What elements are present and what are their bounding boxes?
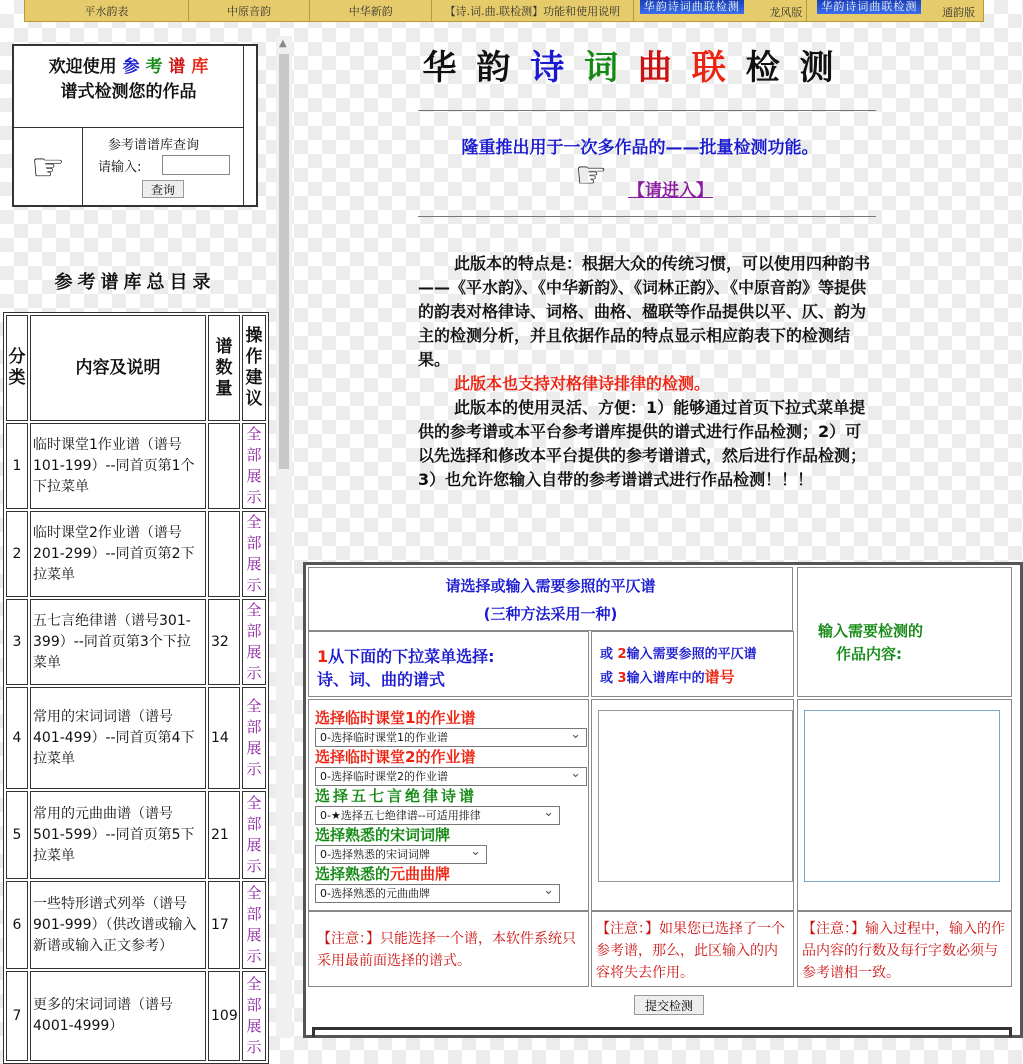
row-count (208, 423, 240, 509)
desc-paragraph: 此版本的特点是：根据大众的传统习惯，可以使用四种韵书——《平水韵》、《中华新韵》、《词林正韵》、《中原音韵》等提供的韵表对格律诗、词格、曲格、楹联等作品提供以平、仄、韵为主的检测分析，并且依据作品的特点显示相应韵表下的检测结果。 (418, 254, 871, 369)
title-char: 华 (422, 48, 461, 88)
content-input-cell (797, 699, 1012, 911)
select-value: 0-选择熟悉的宋词词牌 (320, 848, 430, 861)
row-num: 1 (6, 423, 28, 509)
catalog-heading: 参考谱库总目录 (54, 272, 216, 293)
content-textarea[interactable] (804, 710, 1000, 882)
select-value: 0-选择熟悉的元曲曲牌 (320, 887, 430, 900)
link-text: 全部展示 (246, 794, 262, 875)
top-nav (24, 0, 984, 22)
method1-text (317, 645, 588, 691)
banner-logo: 华韵诗词曲联检测 (640, 0, 744, 14)
show-all-link[interactable] (242, 423, 266, 509)
title-char: 检 (745, 48, 784, 88)
select-label: 选择熟悉的宋词词牌 (315, 826, 451, 844)
row-num: 5 (6, 791, 28, 879)
pattern-textarea[interactable] (598, 710, 793, 882)
row-desc: 临时课堂2作业谱（谱号201-299）--同首页第2下拉菜单 (30, 511, 206, 597)
row-count (208, 511, 240, 597)
pattern-input-cell (591, 699, 794, 911)
select-column (308, 699, 589, 911)
title-char: 联 (691, 48, 730, 88)
method-num: 1 (317, 647, 329, 666)
row-count: 32 (208, 599, 240, 685)
col-category (6, 315, 28, 421)
enter-batch-link[interactable]: 【请进入】 (628, 181, 713, 201)
left-frame-scrollbar[interactable] (276, 36, 292, 1038)
query-input[interactable] (162, 155, 230, 175)
desc-paragraph-highlight: 此版本也支持对格律诗排律的检测。 (454, 374, 711, 393)
query-label: 参考谱谱库查询 (108, 138, 200, 153)
welcome-box (12, 44, 258, 207)
input-label: 请输入: (98, 160, 142, 175)
form-header-content (797, 567, 1012, 697)
show-all-link[interactable] (242, 791, 266, 879)
form-header-reference (308, 567, 793, 631)
show-all-link[interactable] (242, 881, 266, 969)
method-num: 3 (617, 671, 627, 686)
welcome-char: 考 (145, 57, 163, 77)
row-num: 7 (6, 971, 28, 1061)
row-count: 14 (208, 687, 240, 789)
row-num: 3 (6, 599, 28, 685)
method-text: 或 (600, 647, 614, 662)
table-header-row (6, 315, 266, 421)
banner-sub-label: 龙风版 (769, 6, 803, 19)
submit-row (308, 989, 1012, 1025)
welcome-text: 欢迎使用 (48, 57, 117, 77)
query-button[interactable]: 查询 (142, 180, 184, 198)
table-row (6, 971, 266, 1061)
select-poem[interactable] (315, 806, 560, 825)
method1-header (308, 631, 589, 697)
select-class2[interactable] (315, 767, 587, 786)
row-num: 2 (6, 511, 28, 597)
welcome-char: 谱 (168, 57, 186, 77)
method-text: 谱号 (704, 668, 735, 686)
link-text: 全部展示 (246, 513, 262, 594)
library-query (84, 128, 244, 205)
title-char: 曲 (637, 48, 676, 88)
select-label: 选择临时课堂2的作业谱 (315, 748, 476, 766)
note-select: 【注意：】只能选择一个谱，本软件系统只采用最前面选择的谱式。 (308, 911, 589, 987)
welcome-border-col (244, 46, 256, 205)
method-text: 输入谱库中的 (626, 671, 705, 686)
row-desc: 临时课堂1作业谱（谱号101-199）--同首页第1个下拉菜单 (30, 423, 206, 509)
title-char: 词 (584, 48, 623, 88)
row-num: 6 (6, 881, 28, 969)
divider (418, 216, 876, 217)
header-text: 谱数量 (215, 336, 233, 399)
divider (418, 110, 876, 111)
link-text: 全部展示 (246, 601, 262, 682)
method-text: 诗、词、曲的谱式 (317, 670, 446, 689)
banner-logo: 华韵诗词曲联检测 (817, 0, 921, 14)
next-section-border (312, 1027, 1012, 1037)
show-all-link[interactable] (242, 971, 266, 1061)
link-text: 全部展示 (246, 697, 262, 778)
select-label-part: 选择熟悉的 (315, 865, 391, 883)
header-text: 分类 (8, 347, 26, 388)
description (418, 252, 874, 492)
col-action (242, 315, 266, 421)
desc-paragraph: 此版本的使用灵活、方便：1）能够通过首页下拉式菜单提供的参考谱或本平台参考谱库提供的谱式进行作品检测；2）可以先选择和修改本平台提供的参考谱谱式，然后进行作品检测；3）也允许您输入自带的参考谱谱式进行作品检测！！！ (418, 398, 867, 489)
select-qu[interactable] (315, 884, 560, 903)
select-class1[interactable] (315, 728, 587, 747)
select-value: 0-★选择五七绝律谱--可适用排律 (320, 809, 481, 822)
catalog-table (3, 312, 269, 1064)
form-header-text: 作品内容: (836, 645, 902, 663)
title-char: 测 (799, 48, 838, 88)
select-label-part: 元曲曲牌 (390, 865, 451, 883)
select-label: 选择临时课堂1的作业谱 (315, 709, 476, 727)
row-count: 109 (208, 971, 240, 1061)
nav-help[interactable]: 【诗.词.曲.联检测】功能和使用说明 (432, 0, 634, 21)
table-row (6, 687, 266, 789)
nav-longfeng-banner[interactable] (634, 0, 808, 21)
welcome-char: 参 (122, 57, 140, 77)
welcome-subtitle: 谱式检测您的作品 (60, 82, 197, 102)
select-label: 选择五七言绝律诗谱 (315, 787, 478, 805)
table-row (6, 511, 266, 597)
col-count (208, 315, 240, 421)
show-all-link[interactable] (242, 511, 266, 597)
method-text: 从下面的下拉菜单选择: (328, 647, 495, 666)
form-header-subtext: (三种方法采用一种) (483, 605, 618, 623)
scrollbar-thumb[interactable] (279, 54, 289, 469)
title-char: 诗 (530, 48, 569, 88)
nav-zhonghua[interactable]: 中华新韵 (310, 0, 432, 21)
form-header-text: 请选择或输入需要参照的平仄谱 (445, 577, 656, 595)
scroll-up-arrow-icon[interactable]: ▲ (279, 38, 287, 49)
nav-zhongyuan[interactable]: 中原音韵 (189, 0, 311, 21)
header-text: 操作建议 (245, 326, 263, 409)
note-pattern: 【注意：】如果您已选择了一个参考谱，那么，此区输入的内容将失去作用。 (591, 911, 794, 987)
col-content: 内容及说明 (30, 315, 206, 421)
nav-tongyun-banner[interactable] (807, 0, 983, 21)
row-desc: 更多的宋词词谱（谱号4001-4999） (30, 971, 206, 1061)
row-desc: 常用的宋词词谱（谱号401-499）--同首页第4下拉菜单 (30, 687, 206, 789)
form-header-text: 输入需要检测的 (818, 622, 924, 640)
row-desc: 五七言绝律谱（谱号301-399）--同首页第3个下拉菜单 (30, 599, 206, 685)
row-num: 4 (6, 687, 28, 789)
main-title (300, 40, 960, 89)
pointing-hand-icon: ☞ (575, 155, 608, 196)
nav-pingshui[interactable]: 平水韵表 (25, 0, 189, 21)
banner-sub-label: 通韵版 (942, 6, 975, 19)
batch-feature-text: 隆重推出用于一次多作品的——批量检测功能。 (461, 138, 819, 158)
method-num: 2 (617, 647, 627, 662)
select-ci[interactable] (315, 845, 487, 864)
note-content: 【注意：】输入过程中，输入的作品内容的行数及每行字数必须与参考谱相一致。 (797, 911, 1012, 987)
show-all-link[interactable] (242, 599, 266, 685)
table-row (6, 599, 266, 685)
welcome-char: 库 (191, 57, 209, 77)
row-desc: 一些特形谱式列举（谱号901-999）（供改谱或输入新谱或输入正文参考） (30, 881, 206, 969)
submit-check-button[interactable]: 提交检测 (634, 995, 704, 1015)
table-row (6, 881, 266, 969)
link-text: 全部展示 (246, 975, 262, 1056)
select-value: 0-选择临时课堂2的作业谱 (320, 770, 448, 783)
method-text: 或 (600, 671, 614, 686)
title-char: 韵 (476, 48, 515, 88)
table-row (6, 791, 266, 879)
select-value: 0-选择临时课堂1的作业谱 (320, 731, 448, 744)
table-row (6, 423, 266, 509)
welcome-title (14, 46, 244, 128)
row-count: 17 (208, 881, 240, 969)
check-form (303, 562, 1023, 1038)
method23-header (591, 631, 794, 697)
pointing-hand-icon: ☞ (14, 128, 83, 205)
link-text: 全部展示 (246, 425, 262, 506)
row-desc: 常用的元曲曲谱（谱号501-599）--同首页第5下拉菜单 (30, 791, 206, 879)
link-text: 全部展示 (246, 884, 262, 965)
select-label (315, 864, 588, 884)
method23-text (600, 644, 793, 690)
method-text: 输入需要参照的平仄谱 (626, 647, 757, 662)
show-all-link[interactable] (242, 687, 266, 789)
row-count: 21 (208, 791, 240, 879)
